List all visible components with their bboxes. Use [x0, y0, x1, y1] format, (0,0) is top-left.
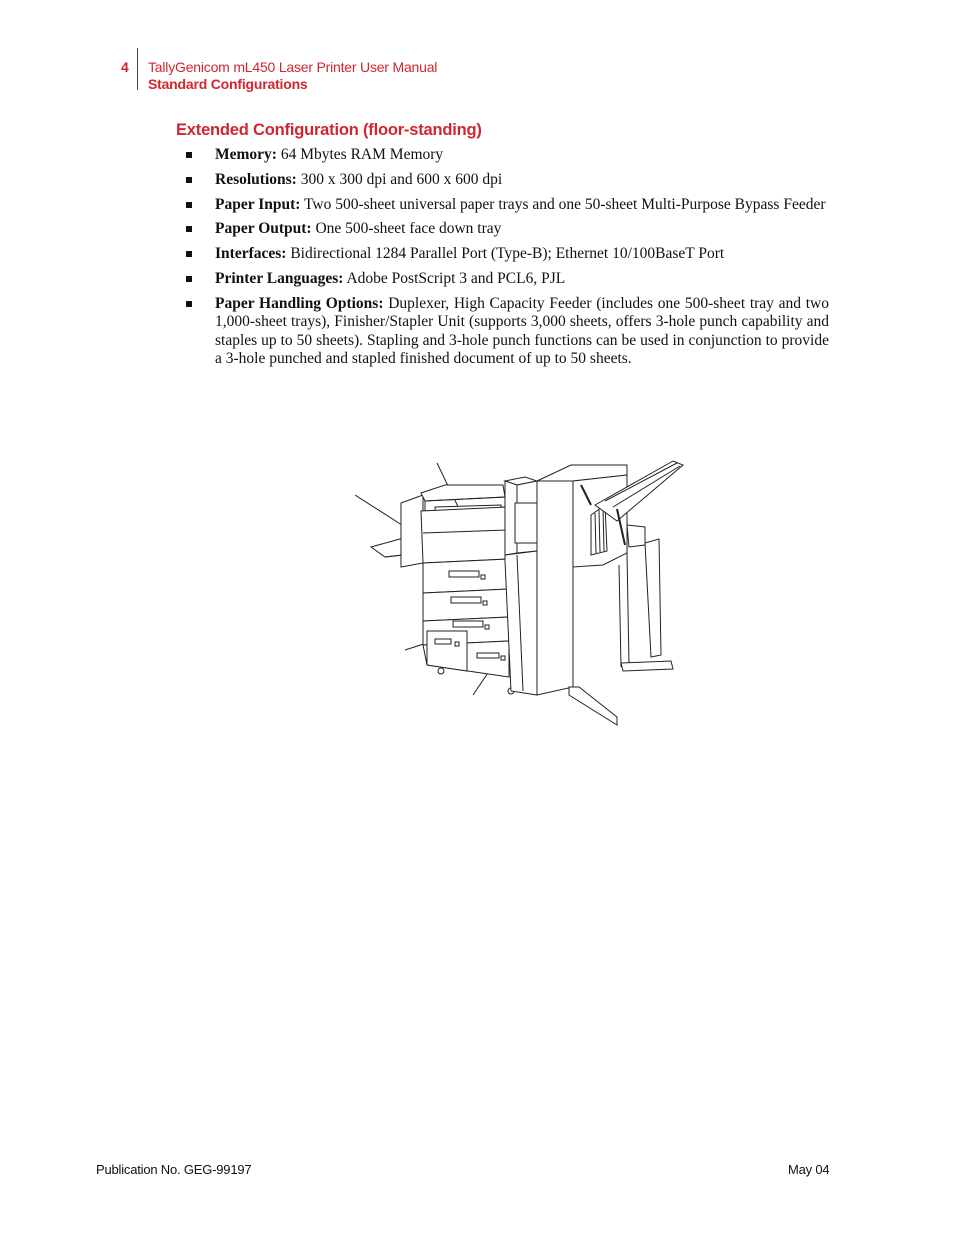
- tray-2: [423, 589, 509, 621]
- list-item: [186, 295, 829, 369]
- printer-body: [421, 507, 507, 563]
- list-item: [186, 146, 829, 165]
- callout-line: [355, 495, 405, 527]
- bullet-icon: [186, 301, 192, 307]
- bullet-icon: [186, 177, 192, 183]
- page-number: 4: [121, 59, 129, 75]
- bullet-icon: [186, 276, 192, 282]
- spec-text: 64 Mbytes RAM Memory: [276, 146, 444, 163]
- publication-date: May 04: [788, 1162, 830, 1177]
- section-heading: Extended Configuration (floor-standing): [176, 121, 482, 139]
- manual-title: TallyGenicom mL450 Laser Printer User Manual: [148, 59, 438, 75]
- tray-1: [423, 559, 509, 593]
- spec-label: Resolutions:: [215, 170, 297, 188]
- spec-label: Memory:: [215, 146, 277, 163]
- spec-text: 300 x 300 dpi and 600 x 600 dpi: [296, 170, 503, 188]
- finisher-body: [537, 481, 573, 695]
- spec-text: Duplexer, High Capacity Feeder (includes one 500-sheet tray and two 1,000-sheet trays), Finisher/Stapler Unit (supports 3,000 sheets, offers 3-hole punch capability and staples up to 50 sheets). Stapling and 3-hole punch functions can be used in conjunction to provide a 3-hole punched and stapled finished document of up to 50 sheets.: [215, 294, 829, 368]
- bullet-icon: [186, 226, 192, 232]
- printer-illustration: [355, 455, 690, 730]
- list-item: [186, 196, 829, 215]
- publication-number: Publication No. GEG-99197: [96, 1162, 252, 1177]
- spec-label: Interfaces:: [215, 245, 287, 263]
- spec-label: Printer Languages:: [215, 269, 344, 287]
- spec-label: Paper Handling Options:: [215, 294, 384, 312]
- spec-text: One 500-sheet face down tray: [311, 220, 502, 238]
- finisher-stand: [569, 687, 617, 725]
- header-divider: [137, 48, 138, 90]
- spec-text: Two 500-sheet universal paper trays and one 50-sheet Multi-Purpose Bypass Feeder: [300, 195, 826, 213]
- spec-label: Paper Input:: [215, 195, 301, 213]
- connector-window: [515, 503, 537, 543]
- section-title: Standard Configurations: [148, 76, 308, 92]
- spec-label: Paper Output:: [215, 220, 312, 238]
- spec-list: [186, 146, 829, 375]
- list-item: [186, 245, 829, 264]
- spec-text: Bidirectional 1284 Parallel Port (Type-B); Ethernet 10/100BaseT Port: [286, 245, 725, 263]
- bullet-icon: [186, 251, 192, 257]
- spec-text: Adobe PostScript 3 and PCL6, PJL: [343, 269, 566, 287]
- bypass-feeder: [401, 495, 423, 567]
- list-item: [186, 171, 829, 190]
- bullet-icon: [186, 152, 192, 158]
- list-item: [186, 220, 829, 239]
- bullet-icon: [186, 202, 192, 208]
- list-item: [186, 270, 829, 289]
